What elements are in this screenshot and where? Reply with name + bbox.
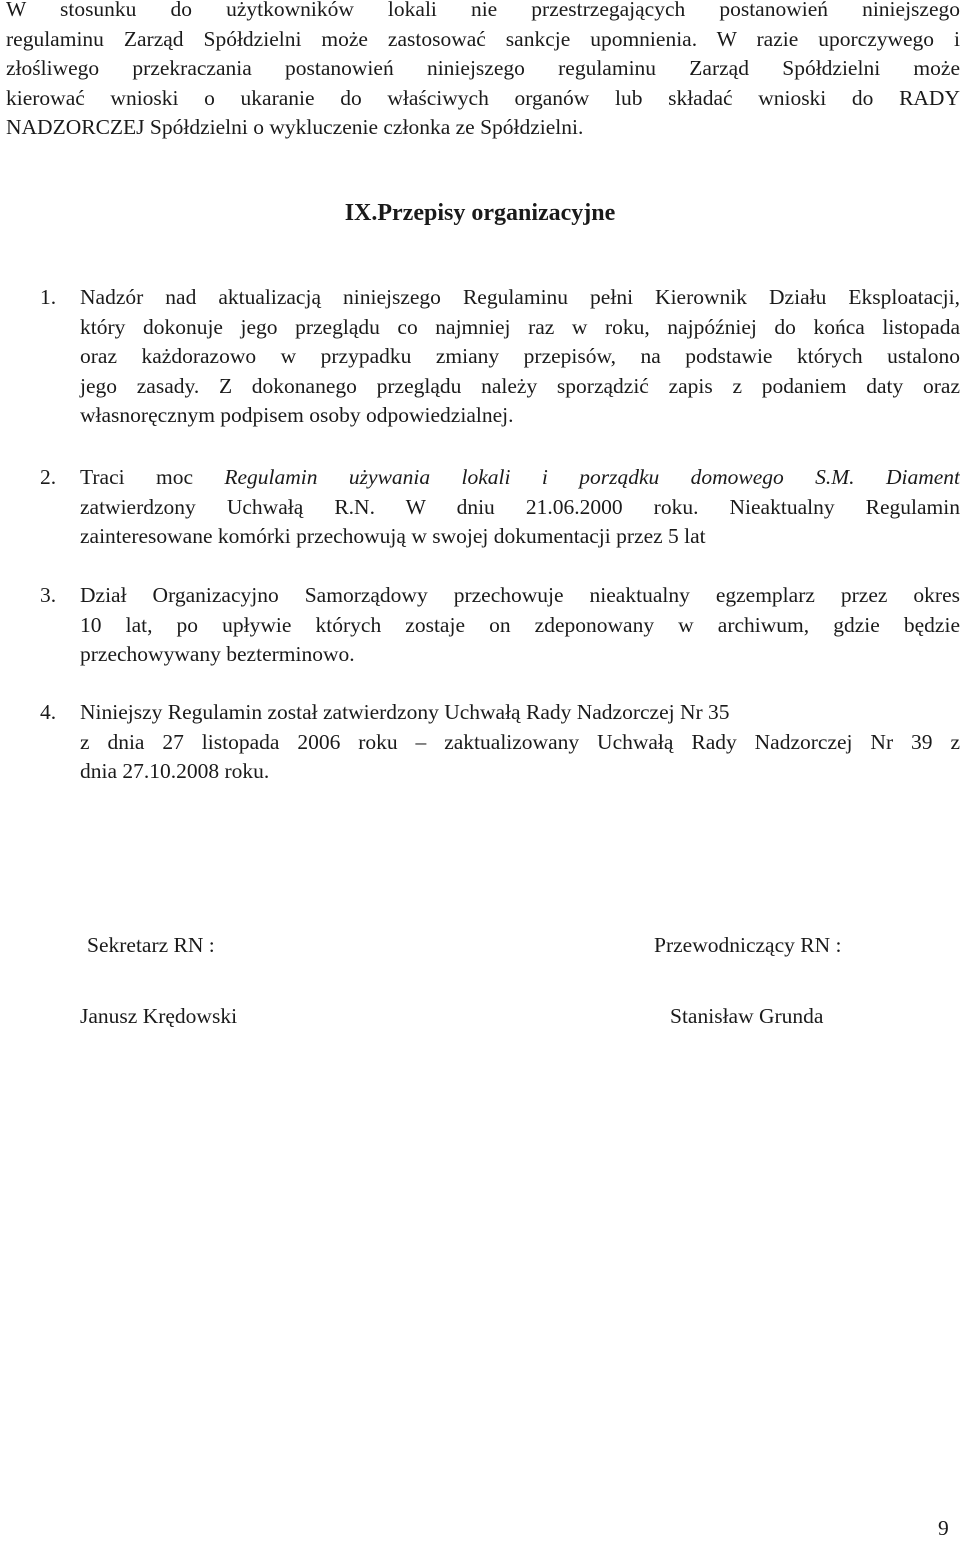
regulation-title: Regulamin używania lokali i porządku domowego S.M. Diament bbox=[224, 465, 960, 489]
signature-name-chairman: Stanisław Grunda bbox=[670, 1004, 824, 1028]
list-item bbox=[40, 698, 960, 787]
intro-line: złośliwego przekraczania postanowień niniejszego regulaminu Zarząd Spółdzielni może bbox=[6, 56, 960, 80]
signature-role-chairman: Przewodniczący RN : bbox=[654, 933, 842, 957]
intro-line: kierować wnioski o ukaranie do właściwych organów lub składać wnioski do RADY bbox=[6, 85, 960, 110]
item-line: z dnia 27 listopada 2006 roku – zaktualizowany Uchwałą Rady Nadzorczej Nr 39 z bbox=[80, 729, 960, 754]
item-line: własnoręcznym podpisem osoby odpowiedzialnej. bbox=[80, 403, 514, 427]
item-line: zainteresowane komórki przechowują w swojej dokumentacji przez 5 lat bbox=[80, 524, 706, 548]
signature-name-secretary: Janusz Krędowski bbox=[80, 1004, 238, 1028]
item-line: przechowywany bezterminowo. bbox=[80, 642, 355, 666]
item-line: Dział Organizacyjno Samorządowy przechowuje nieaktualny egzemplarz przez okres bbox=[80, 583, 960, 607]
item-body bbox=[80, 698, 960, 787]
item-line: zatwierdzony Uchwałą R.N. W dniu 21.06.2000 roku. Nieaktualny Regulamin bbox=[80, 494, 960, 519]
list-item bbox=[40, 283, 960, 431]
page-number: 9 bbox=[938, 1516, 949, 1540]
intro-line: NADZORCZEJ Spółdzielni o wykluczenie członka ze Spółdzielni. bbox=[6, 115, 584, 139]
item-line: oraz każdorazowo w przypadku zmiany przepisów, na podstawie których ustalono bbox=[80, 344, 960, 368]
section-title: .Przepisy organizacyjne bbox=[371, 200, 616, 226]
item-line: Nadzór nad aktualizacją niniejszego Regulaminu pełni Kierownik Działu Eksploatacji, bbox=[80, 285, 960, 309]
item-line-prefix: Traci moc bbox=[80, 465, 225, 489]
intro-paragraph bbox=[6, 0, 960, 143]
intro-line: regulaminu Zarząd Spółdzielni może zastosować sankcje upomnienia. W razie uporczywego i bbox=[6, 26, 960, 51]
signature-role-secretary: Sekretarz RN : bbox=[87, 933, 215, 957]
section-number: IX bbox=[344, 200, 372, 226]
item-number: 4. bbox=[40, 700, 57, 724]
item-line: jego zasady. Z dokonanego przeglądu należy sporządzić zapis z podaniem daty oraz bbox=[80, 373, 960, 398]
item-line: który dokonuje jego przeglądu co najmniej raz w roku, najpóźniej do końca listopada bbox=[80, 314, 960, 339]
item-body bbox=[80, 581, 960, 670]
item-line: dnia 27.10.2008 roku. bbox=[80, 759, 270, 783]
item-number: 2. bbox=[40, 465, 57, 489]
item-line: Niniejszy Regulamin został zatwierdzony Uchwałą Rady Nadzorczej Nr 35 bbox=[80, 700, 730, 724]
item-number: 1. bbox=[40, 285, 57, 309]
item-body bbox=[80, 463, 960, 552]
section-heading bbox=[0, 198, 960, 228]
intro-line: W stosunku do użytkowników lokali nie przestrzegających postanowień niniejszego bbox=[6, 0, 960, 21]
item-number: 3. bbox=[40, 583, 57, 607]
item-body bbox=[80, 283, 960, 431]
item-line: 10 lat, po upływie których zostaje on zdeponowany w archiwum, gdzie będzie bbox=[80, 612, 960, 637]
list-item bbox=[40, 463, 960, 552]
list-item bbox=[40, 581, 960, 670]
item-line bbox=[80, 463, 960, 493]
